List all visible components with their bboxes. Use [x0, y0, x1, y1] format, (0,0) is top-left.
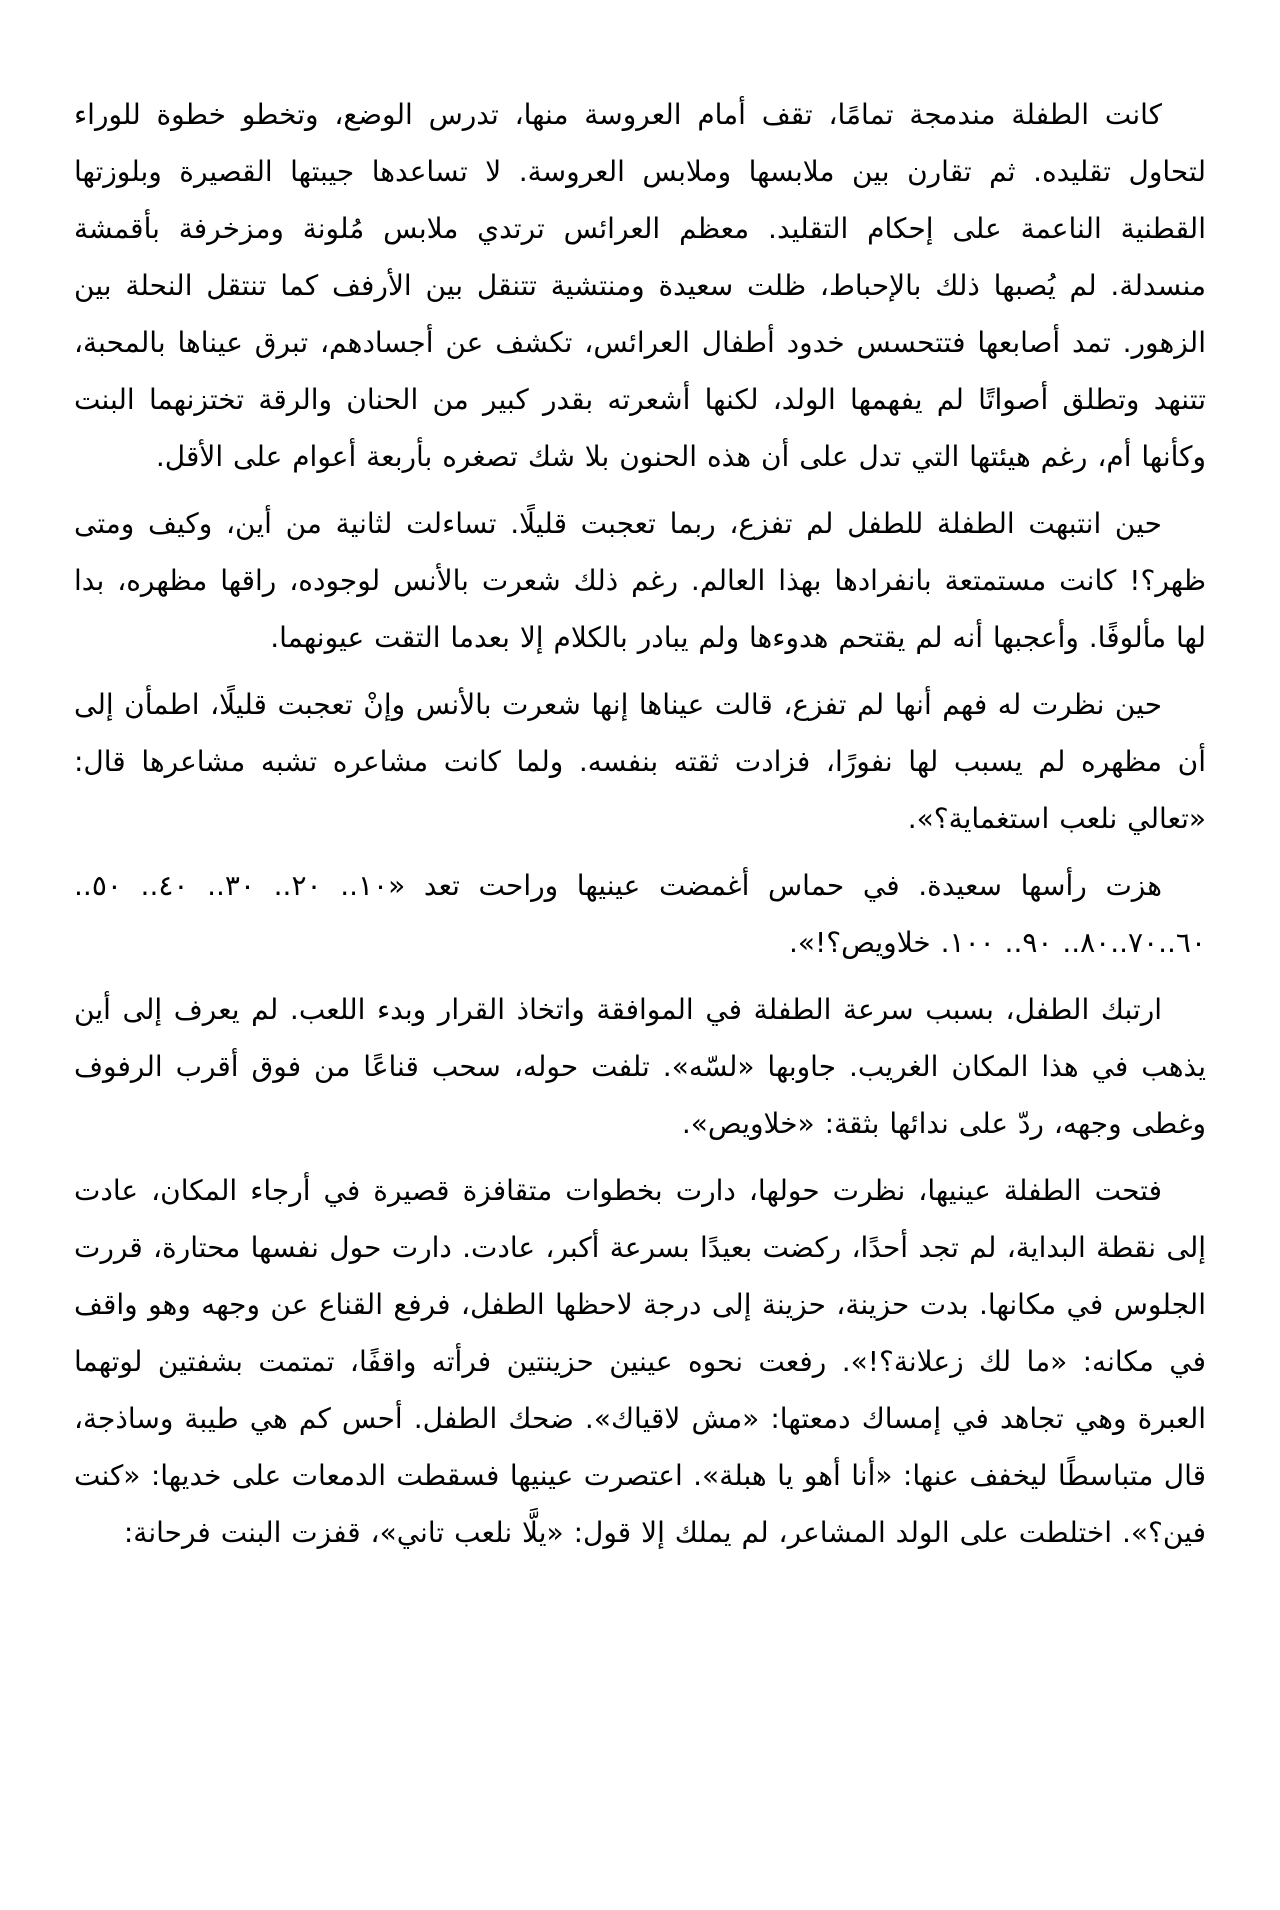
- paragraph-6: فتحت الطفلة عينيها، نظرت حولها، دارت بخطوات متقافزة قصيرة في أرجاء المكان، عادت إلى نقطة البداية، لم تجد أحدًا، ركضت بعيدًا بسرعة أكبر، عادت. دارت حول نفسها محتارة، قررت الجلوس في مكانها. بدت حزينة، حزينة إلى درجة لاحظها الطفل، فرفع القناع عن وجهه وهو واقف في مكانه: «ما لك زعلانة؟!». رفعت نحوه عينين حزينتين فرأته واقفًا، تمتمت بشفتين لوتهما العبرة وهي تجاهد في إمساك دمعتها: «مش لاقياك». ضحك الطفل. أحس كم هي طيبة وساذجة، قال متباسطًا ليخفف عنها: «أنا أهو يا هبلة». اعتصرت عينيها فسقطت الدمعات على خديها: «كنت فين؟». اختلطت على الولد المشاعر، لم يملك إلا قول: «يلَّا نلعب تاني»، قفزت البنت فرحانة:: [74, 1174, 1206, 1549]
- paragraph-2: حين انتبهت الطفلة للطفل لم تفزع، ربما تعجبت قليلًا. تساءلت لثانية من أين، وكيف ومتى ظهر؟! كانت مستمتعة بانفرادها بهذا العالم. رغم ذلك شعرت بالأنس لوجوده، راقها مظهره، بدا لها مألوفًا. وأعجبها أنه لم يقتحم هدوءها ولم يبادر بالكلام إلا بعدما التقت عيونهما.: [74, 507, 1206, 654]
- paragraph-1: كانت الطفلة مندمجة تمامًا، تقف أمام العروسة منها، تدرس الوضع، وتخطو خطوة للوراء لتحاول تقليده. ثم تقارن بين ملابسها وملابس العروسة. لا تساعدها جيبتها القصيرة وبلوزتها القطنية الناعمة على إحكام التقليد. معظم العرائس ترتدي ملابس مُلونة ومزخرفة بأقمشة منسدلة. لم يُصبها ذلك بالإحباط، ظلت سعيدة ومنتشية تتنقل بين الأرفف كما تنتقل النحلة بين الزهور. تمد أصابعها فتتحسس خدود أطفال العرائس، تكشف عن أجسادهم، تبرق عيناها بالمحبة، تتنهد وتطلق أصواتًا لم يفهمها الولد، لكنها أشعرته بقدر كبير من الحنان والرقة تختزنهما البنت وكأنها أم، رغم هيئتها التي تدل على أن هذه الحنون بلا شك تصغره بأربعة أعوام على الأقل.: [74, 98, 1206, 473]
- paragraph-3: حين نظرت له فهم أنها لم تفزع، قالت عيناها إنها شعرت بالأنس وإنْ تعجبت قليلًا، اطمأن إلى أن مظهره لم يسبب لها نفورًا، فزادت ثقته بنفسه. ولما كانت مشاعره تشبه مشاعرها قال: «تعالي نلعب استغماية؟».: [74, 688, 1206, 835]
- paragraph-4: هزت رأسها سعيدة. في حماس أغمضت عينيها وراحت تعد «١٠.. ٢٠.. ٣٠.. ٤٠.. ٥٠.. ٦٠..٧٠..٨٠.. ٩٠.. ١٠٠. خلاويص؟!».: [74, 869, 1206, 959]
- paragraph-5: ارتبك الطفل، بسبب سرعة الطفلة في الموافقة واتخاذ القرار وبدء اللعب. لم يعرف إلى أين يذهب في هذا المكان الغريب. جاوبها «لسّه». تلفت حوله، سحب قناعًا من فوق أقرب الرفوف وغطى وجهه، ردّ على ندائها بثقة: «خلاويص».: [74, 993, 1206, 1140]
